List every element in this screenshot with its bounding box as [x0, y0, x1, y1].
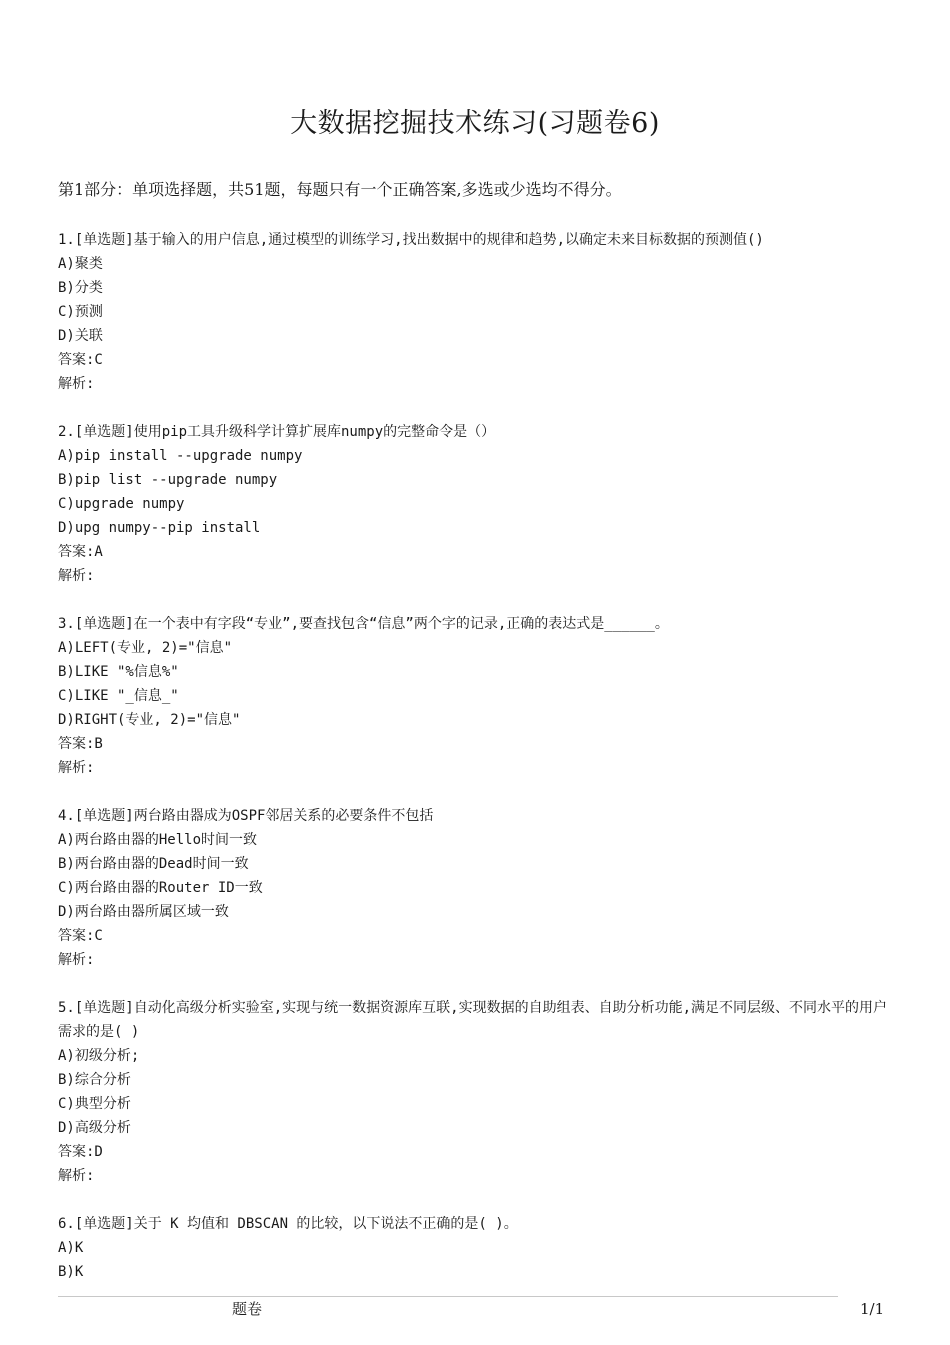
option-d: D)RIGHT(专业, 2)="信息"	[58, 712, 241, 728]
analysis: 解析:	[58, 952, 95, 968]
question-5	[58, 996, 893, 1188]
option-b: B)pip list --upgrade numpy	[58, 472, 278, 488]
option-a: A)pip install --upgrade numpy	[58, 448, 303, 464]
option-c: C)两台路由器的Router ID一致	[58, 880, 263, 896]
option-a: A)K	[58, 1240, 84, 1256]
answer: 答案:C	[58, 352, 103, 368]
option-c: C)预测	[58, 304, 103, 320]
option-d: D)upg numpy--pip install	[58, 520, 261, 536]
analysis: 解析:	[58, 760, 95, 776]
option-b: B)分类	[58, 280, 103, 296]
option-c: C)典型分析	[58, 1096, 131, 1112]
footer-divider	[58, 1296, 838, 1297]
footer-label: 题卷	[232, 1300, 263, 1318]
option-b: B)两台路由器的Dead时间一致	[58, 856, 249, 872]
question-stem: 1.[单选题]基于输入的用户信息,通过模型的训练学习,找出数据中的规律和趋势,以确定未来目标数据的预测值()	[58, 232, 764, 248]
option-a: A)聚类	[58, 256, 103, 272]
option-c: C)LIKE "_信息_"	[58, 688, 179, 704]
question-1	[58, 228, 893, 396]
answer: 答案:A	[58, 544, 103, 560]
answer: 答案:C	[58, 928, 103, 944]
question-stem: 6.[单选题]关于 K 均值和 DBSCAN 的比较，以下说法不正确的是( )。	[58, 1216, 518, 1232]
analysis: 解析:	[58, 376, 95, 392]
option-d: D)关联	[58, 328, 103, 344]
question-list	[58, 228, 893, 1308]
question-4	[58, 804, 893, 972]
question-6	[58, 1212, 893, 1284]
option-d: D)两台路由器所属区域一致	[58, 904, 229, 920]
option-b: B)LIKE "%信息%"	[58, 664, 179, 680]
section-header: 第1部分：单项选择题，共51题，每题只有一个正确答案,多选或少选均不得分。	[58, 180, 622, 199]
question-2	[58, 420, 893, 588]
option-a: A)两台路由器的Hello时间一致	[58, 832, 258, 848]
option-b: B)K	[58, 1264, 84, 1280]
question-stem: 5.[单选题]自动化高级分析实验室,实现与统一数据资源库互联,实现数据的自助组表、自助分析功能,满足不同层级、不同水平的用户需求的是( )	[58, 1000, 887, 1040]
answer: 答案:D	[58, 1144, 103, 1160]
option-d: D)高级分析	[58, 1120, 131, 1136]
option-c: C)upgrade numpy	[58, 496, 185, 512]
page-number: 1/1	[860, 1300, 885, 1318]
question-stem: 2.[单选题]使用pip工具升级科学计算扩展库numpy的完整命令是（）	[58, 424, 496, 440]
analysis: 解析:	[58, 1168, 95, 1184]
answer: 答案:B	[58, 736, 103, 752]
option-b: B)综合分析	[58, 1072, 131, 1088]
question-stem: 4.[单选题]两台路由器成为OSPF邻居关系的必要条件不包括	[58, 808, 434, 824]
analysis: 解析:	[58, 568, 95, 584]
document-title: 大数据挖掘技术练习(习题卷6)	[290, 108, 660, 139]
option-a: A)LEFT(专业, 2)="信息"	[58, 640, 233, 656]
question-stem: 3.[单选题]在一个表中有字段“专业”,要查找包含“信息”两个字的记录,正确的表达式是______。	[58, 616, 669, 632]
question-3	[58, 612, 893, 780]
option-a: A)初级分析;	[58, 1048, 140, 1064]
